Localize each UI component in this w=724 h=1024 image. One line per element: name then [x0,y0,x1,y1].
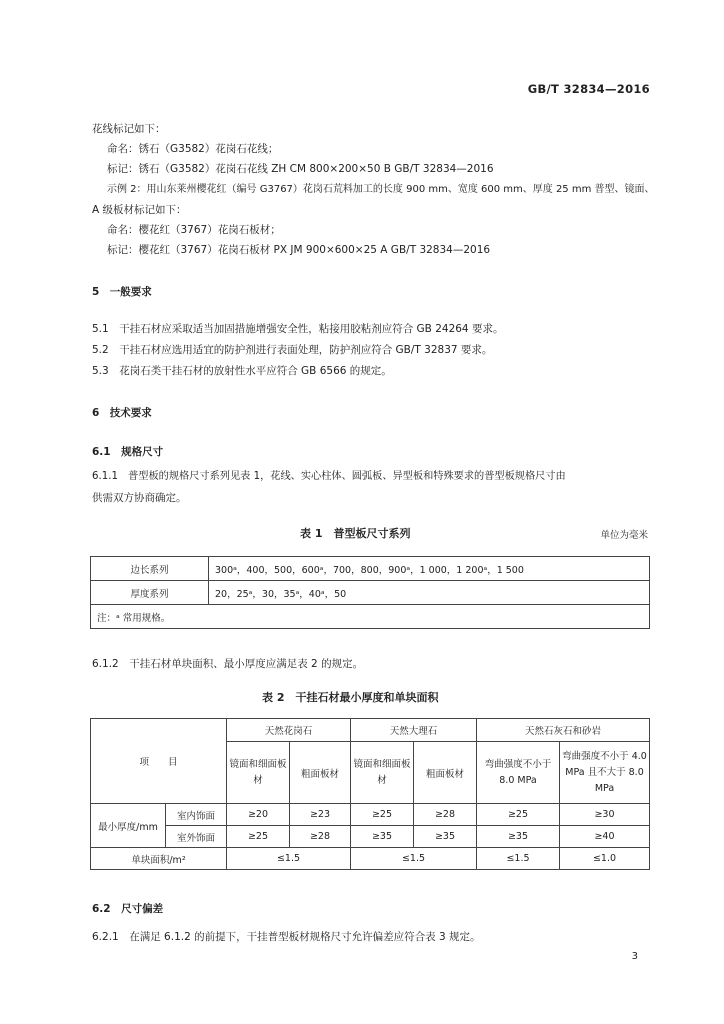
table-sub-header: 镜面和细面板材 [351,742,414,804]
table-cell: ≥25 [351,804,414,826]
clause-6-1-1-line2: 供需双方协商确定。 [92,492,187,504]
table-row-label: 单块面积/m² [91,848,227,870]
table-cell: ≥35 [351,826,414,848]
table-cell: ≥35 [477,826,560,848]
table-row [91,804,650,826]
table-cell: ≥28 [414,804,477,826]
table-sub-header: 镜面和细面板材 [227,742,290,804]
standard-code-header: GB/T 32834—2016 [527,82,650,96]
table-1 [90,556,650,629]
section-6-heading: 6 技术要求 [92,407,152,419]
example-line: 命名：樱花红（3767）花岗石板材； [107,224,281,236]
table-sub-header: 弯曲强度不小于 4.0 MPa 且不大于 8.0 MPa [560,742,650,804]
table-row [91,581,650,605]
example-line: 命名：锈石（G3582）花岗石花线； [107,143,279,155]
table-sub-header: 粗面板材 [414,742,477,804]
table-cell: 300ᵃ，400，500，600ᵃ，700，800，900ᵃ，1 000，1 200ᵃ，1 500 [209,557,650,581]
section-6-1-heading: 6.1 规格尺寸 [92,446,164,458]
section-5-heading: 5 一般要求 [92,286,152,298]
table-row [91,605,650,629]
table-row [91,848,650,870]
table-2-caption: 表 2 干挂石材最小厚度和单块面积 [262,691,439,704]
table-cell: ≥40 [560,826,650,848]
table-cell: ≥30 [560,804,650,826]
clause-5-1: 5.1 干挂石材应采取适当加固措施增强安全性，粘接用胶粘剂应符合 GB 24264 要求。 [92,323,504,335]
clause-6-1-1-line1: 6.1.1 普型板的规格尺寸系列见表 1，花线、实心柱体、圆弧板、异型板和特殊要求的普型板规格尺寸由 [92,471,566,482]
table-group-header: 天然大理石 [351,719,477,742]
table-cell: ≥23 [290,804,351,826]
table-row [91,826,650,848]
table-cell: ≤1.0 [560,848,650,870]
clause-5-3: 5.3 花岗石类干挂石材的放射性水平应符合 GB 6566 的规定。 [92,365,392,377]
section-6-2-heading: 6.2 尺寸偏差 [92,903,164,915]
table-cell: ≥25 [477,804,560,826]
table-1-caption: 表 1 普型板尺寸系列 [300,527,411,540]
table-row-sublabel: 室外饰面 [166,826,227,848]
table-header-cell: 项 目 [91,719,227,804]
table-cell: ≥35 [414,826,477,848]
page-number: 3 [631,951,638,962]
table-group-header: 天然花岗石 [227,719,351,742]
table-cell: ≥20 [227,804,290,826]
table-1-unit: 单位为毫米 [600,530,648,541]
table-cell: 20，25ᵃ，30，35ᵃ，40ᵃ，50 [209,581,650,605]
table-row-label: 最小厚度/mm [91,804,166,848]
table-cell: ≥25 [227,826,290,848]
table-row-sublabel: 室内饰面 [166,804,227,826]
table-sub-header: 弯曲强度不小于 8.0 MPa [477,742,560,804]
table-cell: ≤1.5 [477,848,560,870]
table-cell: 厚度系列 [91,581,209,605]
example-line: 标记：锈石（G3582）花岗石花线 ZH CM 800×200×50 B GB/T 32834—2016 [107,163,494,175]
table-cell: ≤1.5 [227,848,351,870]
example-line: 标记：樱花红（3767）花岗石板材 PX JM 900×600×25 A GB/T 32834—2016 [107,244,491,256]
table-note: 注：ᵃ 常用规格。 [91,605,650,629]
table-row [91,557,650,581]
clause-6-2-1: 6.2.1 在满足 6.1.2 的前提下，干挂普型板材规格尺寸允许偏差应符合表 3 规定。 [92,931,481,943]
example-line: 花线标记如下： [92,123,166,135]
table-cell: ≥28 [290,826,351,848]
table-cell: 边长系列 [91,557,209,581]
table-sub-header: 粗面板材 [290,742,351,804]
table-group-header: 天然石灰石和砂岩 [477,719,650,742]
example-line: A 级板材标记如下： [92,204,187,216]
example-line: 示例 2：用山东莱州樱花红（编号 G3767）花岗石荒料加工的长度 900 mm、宽度 600 mm、厚度 25 mm 普型、镜面、 [107,184,655,195]
table-cell: ≤1.5 [351,848,477,870]
table-2 [90,718,650,870]
table-row [91,719,650,742]
clause-5-2: 5.2 干挂石材应选用适宜的防护剂进行表面处理，防护剂应符合 GB/T 32837 要求。 [92,344,493,356]
clause-6-1-2: 6.1.2 干挂石材单块面积、最小厚度应满足表 2 的规定。 [92,658,364,670]
